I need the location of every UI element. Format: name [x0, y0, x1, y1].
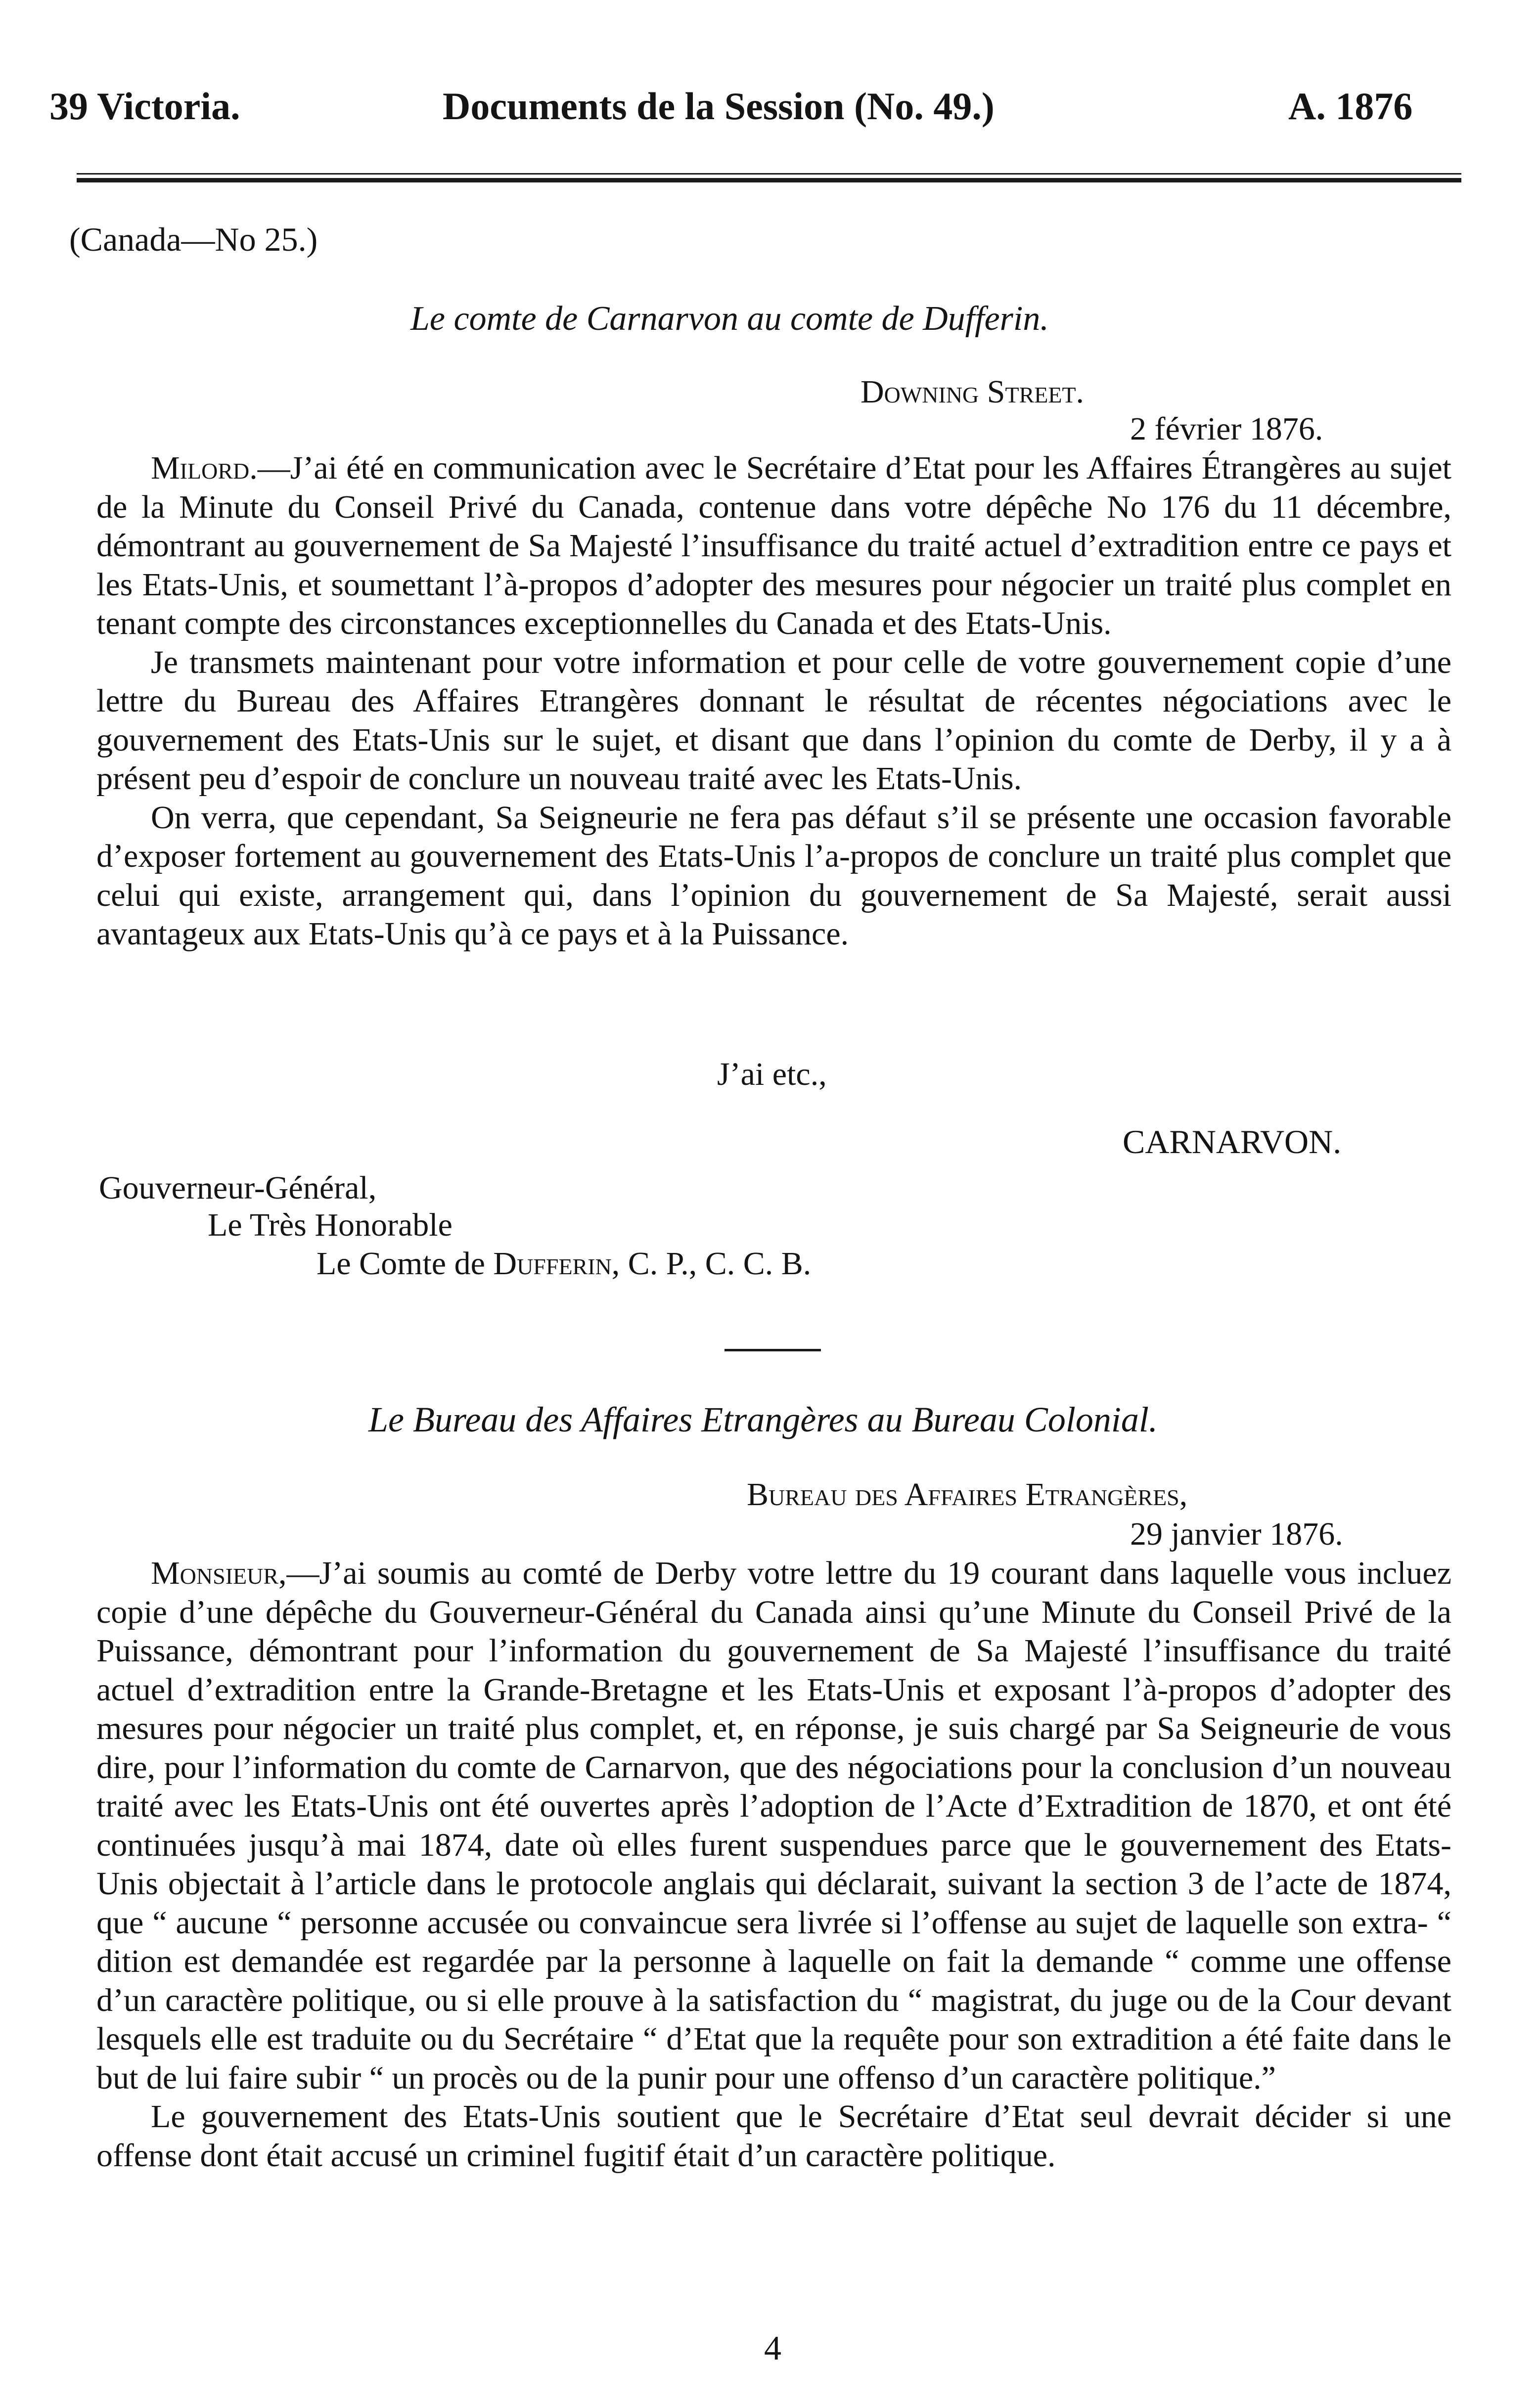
letter1-reference: (Canada—No 25.) — [69, 221, 318, 258]
addressee-line-3 — [317, 1245, 811, 1283]
letter1-place: Downing Street. — [860, 374, 1085, 410]
letter1-title: Le comte de Carnarvon au comte de Dufferin. — [410, 300, 1049, 338]
letter1-date: 2 février 1876. — [1130, 411, 1323, 447]
addressee-name: Dufferin — [493, 1246, 612, 1282]
letter1-paragraph-1 — [96, 449, 1451, 643]
letter1-body — [96, 449, 1451, 954]
page-number: 4 — [764, 2329, 781, 2367]
addressee-line-1: Gouverneur-Général, — [99, 1170, 377, 1206]
section-divider — [724, 1349, 821, 1351]
letter2-body — [96, 1554, 1451, 2175]
letter1-paragraph-3: On verra, que cependant, Sa Seigneurie ne fera pas défaut s’il se présente une occasion favorable d’exposer fortement au gouvernement des Etats-Unis l’a-propos de conclure un traité plus complet que celui qui existe, arrangement qui, dans l’opinion du gouvernement de Sa Majesté, serait aussi avantageux aux Etats-Unis qu’à ce pays et à la Puissance. — [96, 799, 1451, 952]
header-left: 39 Victoria. — [49, 85, 240, 128]
addressee-prefix: Le Comte de — [317, 1246, 494, 1282]
letter1-salutation: Milord. — [151, 450, 258, 486]
letter1-paragraph-1-text: —J’ai été en communication avec le Secrétaire d’Etat pour les Affaires Étrangères au sujet de la Minute du Conseil Privé du Canada, contenue dans votre dépêche No 176 du 11 décembre, démontrant au gouvernement de Sa Majesté l’insuffisance du traité actuel d’extradition entre ce pays et les Etats-Unis, et soumettant l’à-propos d’adopter des mesures pour négocier un traité plus complet en tenant compte des circonstances exceptionnelles du Canada et des Etats-Unis. — [96, 450, 1451, 641]
letter2-paragraph-1-text: —J’ai soumis au comté de Derby votre lettre du 19 courant dans laquelle vous incluez copie d’une dépêche du Gouverneur-Général du Canada ainsi qu’une Minute du Conseil Privé de la Puissance, démontrant pour l’information du gouvernement de Sa Majesté l’insuffisance du traité actuel d’extradition entre la Grande-Bretagne et les Etats-Unis et exposant l’à-propos d’adopter des mesures pour négocier un traité plus complet, et, en réponse, je suis chargé par Sa Seigneurie de vous dire, pour l’information du comte de Carnarvon, que des négociations pour la conclusion d’un nouveau traité avec les Etats-Unis ont été ouvertes après l’adoption de l’Acte d’Extradition de 1870, et ont été continuées jusqu’à mai 1874, date où elles furent suspendues parce que le gouvernement des Etats-Unis objectait à l’article dans le protocole anglais qui déclarait, suivant la section 3 de l’acte de 1874, que “ aucune “ personne accusée ou convaincue sera livrée si l’offense au sujet de laquelle son extra- “ dition est demandée est regardée par la personne à laquelle on fait la demande “ comme une offense d’un caractère politique, ou si elle prouve à la satisfaction du “ magistrat, du juge ou de la Cour devant lesquels elle est traduite ou du Secrétaire “ d’Etat que la requête pour son extradition a été faite dans le but de lui faire subir “ un procès ou de la punir pour une offenso d’un caractère politique.” — [96, 1555, 1451, 2096]
letter1-closing: J’ai etc., — [717, 1056, 827, 1092]
header-rule-thick — [77, 178, 1461, 182]
letter1-paragraph-2: Je transmets maintenant pour votre information et pour celle de votre gouvernement copie d’une lettre du Bureau des Affaires Etrangères donnant le résultat de récentes négociations avec le gouvernement des Etats-Unis sur le sujet, et disant que dans l’opinion du comte de Derby, il y a à présent peu d’espoir de conclure un nouveau traité avec les Etats-Unis. — [96, 644, 1451, 797]
letter1-signature: CARNARVON. — [1123, 1123, 1342, 1160]
header-rule-thin — [77, 173, 1461, 175]
header-right: A. 1876 — [1288, 85, 1413, 128]
letter2-paragraph-2: Le gouvernement des Etats-Unis soutient que le Secrétaire d’Etat seul devrait décider si une offense dont était accusé un criminel fugitif était d’un caractère politique. — [96, 2098, 1451, 2174]
letter2-date: 29 janvier 1876. — [1130, 1516, 1343, 1552]
letter2-place: Bureau des Affaires Etrangères, — [747, 1476, 1188, 1513]
header-center: Documents de la Session (No. 49.) — [443, 85, 995, 128]
letter2-paragraph-1 — [96, 1554, 1451, 2097]
addressee-suffix: , C. P., C. C. B. — [611, 1246, 812, 1282]
letter2-title: Le Bureau des Affaires Etrangères au Bureau Colonial. — [368, 1400, 1158, 1439]
addressee-line-2: Le Très Honorable — [208, 1207, 452, 1243]
letter2-salutation: Monsieur, — [151, 1555, 287, 1591]
